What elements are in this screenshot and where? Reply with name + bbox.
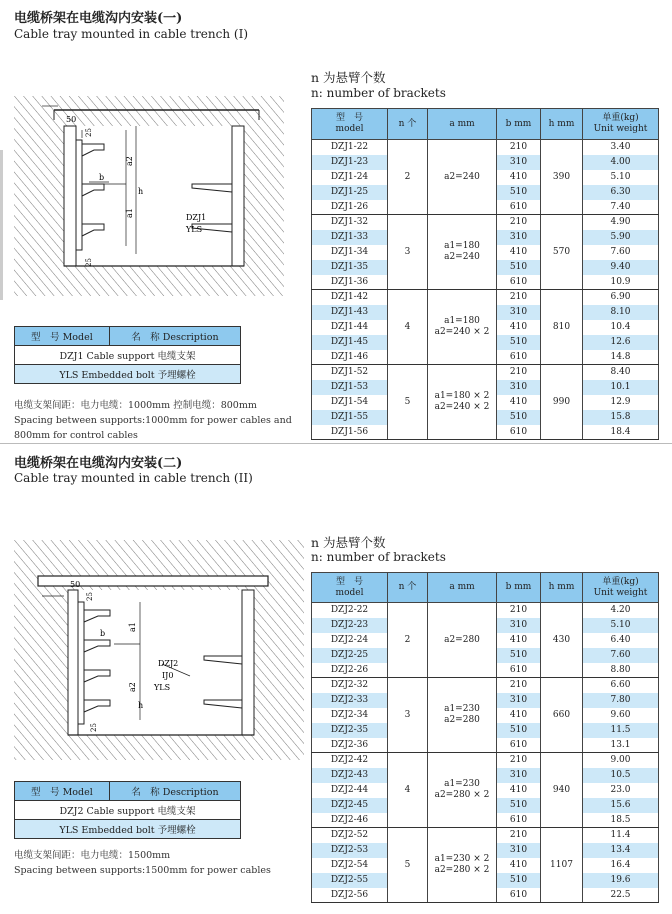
trench-drawing-1 xyxy=(14,96,284,296)
table-row xyxy=(312,140,659,155)
b-cell: 510 xyxy=(497,873,541,888)
b-cell: 610 xyxy=(497,738,541,753)
weight-cell: 7.40 xyxy=(583,200,659,215)
model-cell: DZJ2-23 xyxy=(312,618,388,633)
label-dzj: DZJ1 xyxy=(186,213,207,222)
model-cell: DZJ1-44 xyxy=(312,320,388,335)
legend-table xyxy=(14,781,241,839)
weight-cell: 23.0 xyxy=(583,783,659,798)
b-cell: 310 xyxy=(497,155,541,170)
b-cell: 610 xyxy=(497,813,541,828)
label-yls: YLS xyxy=(154,683,171,692)
spacing-line: Spacing between supports:1500mm for power cables xyxy=(14,865,271,876)
model-cell: DZJ1-24 xyxy=(312,170,388,185)
weight-cell: 6.60 xyxy=(583,678,659,693)
weight-cell: 16.4 xyxy=(583,858,659,873)
h-cell: 390 xyxy=(541,140,583,215)
weight-cell: 8.80 xyxy=(583,663,659,678)
legend-row: YLS Embedded bolt 予埋螺栓 xyxy=(15,820,241,839)
n-cell: 2 xyxy=(388,140,428,215)
col-n: n 个 xyxy=(388,573,428,603)
h-cell: 430 xyxy=(541,603,583,678)
legend-table xyxy=(14,326,241,384)
table-row xyxy=(312,365,659,380)
right-wall xyxy=(242,590,254,735)
section-title-en: Cable tray mounted in cable trench (II) xyxy=(14,471,253,485)
weight-cell: 8.10 xyxy=(583,305,659,320)
b-cell: 210 xyxy=(497,828,541,843)
model-cell: DZJ2-26 xyxy=(312,663,388,678)
n-cell: 5 xyxy=(388,828,428,903)
table-row xyxy=(312,290,659,305)
section-title-cn: 电缆桥架在电缆沟内安装(二) xyxy=(14,456,183,471)
h-cell: 810 xyxy=(541,290,583,365)
legend-row: DZJ1 Cable support 电缆支架 xyxy=(15,346,241,365)
section-1 xyxy=(0,0,672,444)
n-cell: 2 xyxy=(388,603,428,678)
weight-cell: 3.40 xyxy=(583,140,659,155)
table-row xyxy=(312,753,659,768)
weight-cell: 6.40 xyxy=(583,633,659,648)
col-model: 型 号 model xyxy=(312,573,388,603)
a-cell: a1=230 a2=280 xyxy=(428,678,497,753)
model-cell: DZJ1-52 xyxy=(312,365,388,380)
label-a1: a1 xyxy=(128,622,137,632)
b-cell: 510 xyxy=(497,723,541,738)
spacing-line: 电缆支架间距：电力电缆：1000mm 控制电缆：800mm xyxy=(14,400,257,411)
model-cell: DZJ1-45 xyxy=(312,335,388,350)
weight-cell: 5.90 xyxy=(583,230,659,245)
model-cell: DZJ1-53 xyxy=(312,380,388,395)
spacing-line: 800mm for control cables xyxy=(14,430,138,441)
model-cell: DZJ2-35 xyxy=(312,723,388,738)
weight-cell: 12.6 xyxy=(583,335,659,350)
b-cell: 510 xyxy=(497,798,541,813)
weight-cell: 6.30 xyxy=(583,185,659,200)
label-a2: a2 xyxy=(128,682,137,692)
b-cell: 310 xyxy=(497,843,541,858)
b-cell: 610 xyxy=(497,425,541,440)
n-cell: 3 xyxy=(388,678,428,753)
model-cell: DZJ1-35 xyxy=(312,260,388,275)
h-cell: 1107 xyxy=(541,828,583,903)
b-cell: 210 xyxy=(497,753,541,768)
spec-table xyxy=(311,108,659,440)
b-cell: 610 xyxy=(497,275,541,290)
model-cell: DZJ2-42 xyxy=(312,753,388,768)
b-cell: 310 xyxy=(497,305,541,320)
note-en: n: number of brackets xyxy=(311,86,446,100)
model-cell: DZJ2-46 xyxy=(312,813,388,828)
col-h: h mm xyxy=(541,109,583,140)
b-cell: 510 xyxy=(497,410,541,425)
b-cell: 410 xyxy=(497,783,541,798)
b-cell: 410 xyxy=(497,245,541,260)
table-row xyxy=(312,603,659,618)
col-h: h mm xyxy=(541,573,583,603)
section-title-en: Cable tray mounted in cable trench (I) xyxy=(14,27,249,41)
weight-cell: 13.4 xyxy=(583,843,659,858)
model-cell: DZJ2-43 xyxy=(312,768,388,783)
dim-25-top: 25 xyxy=(86,592,94,601)
weight-cell: 7.80 xyxy=(583,693,659,708)
table-row xyxy=(312,828,659,843)
model-cell: DZJ2-24 xyxy=(312,633,388,648)
b-cell: 210 xyxy=(497,678,541,693)
weight-cell: 7.60 xyxy=(583,245,659,260)
col-n: n 个 xyxy=(388,109,428,140)
left-wall xyxy=(64,126,76,266)
a-cell: a1=230 a2=280 × 2 xyxy=(428,753,497,828)
section-2 xyxy=(0,445,672,914)
model-cell: DZJ2-22 xyxy=(312,603,388,618)
spacing-note xyxy=(14,398,292,443)
weight-cell: 18.5 xyxy=(583,813,659,828)
weight-cell: 8.40 xyxy=(583,365,659,380)
legend-row: YLS Embedded bolt 予埋螺栓 xyxy=(15,365,241,384)
table-row xyxy=(312,678,659,693)
model-cell: DZJ2-25 xyxy=(312,648,388,663)
b-cell: 510 xyxy=(497,335,541,350)
model-cell: DZJ2-36 xyxy=(312,738,388,753)
label-b: b xyxy=(99,173,105,182)
model-cell: DZJ2-53 xyxy=(312,843,388,858)
b-cell: 410 xyxy=(497,395,541,410)
model-cell: DZJ2-56 xyxy=(312,888,388,903)
model-cell: DZJ1-54 xyxy=(312,395,388,410)
dim-25-top: 25 xyxy=(85,128,93,137)
weight-cell: 14.8 xyxy=(583,350,659,365)
weight-cell: 15.8 xyxy=(583,410,659,425)
weight-cell: 11.4 xyxy=(583,828,659,843)
label-h: h xyxy=(138,701,144,710)
trench-drawing-2 xyxy=(14,540,304,760)
h-cell: 570 xyxy=(541,215,583,290)
b-cell: 510 xyxy=(497,648,541,663)
n-cell: 5 xyxy=(388,365,428,440)
label-h: h xyxy=(138,187,144,196)
h-cell: 660 xyxy=(541,678,583,753)
model-cell: DZJ2-45 xyxy=(312,798,388,813)
dim-50: 50 xyxy=(66,115,77,124)
b-cell: 210 xyxy=(497,215,541,230)
b-cell: 610 xyxy=(497,663,541,678)
note-en: n: number of brackets xyxy=(311,550,446,564)
b-cell: 410 xyxy=(497,170,541,185)
col-b: b mm xyxy=(497,573,541,603)
spacing-line: Spacing between supports:1000mm for power cables and xyxy=(14,415,292,426)
model-cell: DZJ2-33 xyxy=(312,693,388,708)
weight-cell: 6.90 xyxy=(583,290,659,305)
label-a2: a2 xyxy=(125,156,134,166)
weight-cell: 18.4 xyxy=(583,425,659,440)
model-cell: DZJ1-34 xyxy=(312,245,388,260)
label-a1: a1 xyxy=(125,208,134,218)
spec-table xyxy=(311,572,659,903)
n-cell: 4 xyxy=(388,290,428,365)
b-cell: 610 xyxy=(497,200,541,215)
left-wall xyxy=(68,590,78,735)
b-cell: 210 xyxy=(497,290,541,305)
a-cell: a1=180 a2=240 × 2 xyxy=(428,290,497,365)
weight-cell: 9.00 xyxy=(583,753,659,768)
b-cell: 410 xyxy=(497,320,541,335)
h-cell: 940 xyxy=(541,753,583,828)
a-cell: a2=240 xyxy=(428,140,497,215)
weight-cell: 5.10 xyxy=(583,618,659,633)
b-cell: 310 xyxy=(497,380,541,395)
model-cell: DZJ2-44 xyxy=(312,783,388,798)
weight-cell: 10.5 xyxy=(583,768,659,783)
model-cell: DZJ1-22 xyxy=(312,140,388,155)
h-cell: 990 xyxy=(541,365,583,440)
weight-cell: 5.10 xyxy=(583,170,659,185)
model-cell: DZJ2-34 xyxy=(312,708,388,723)
legend-header-model: 型 号 Model xyxy=(15,327,110,346)
weight-cell: 22.5 xyxy=(583,888,659,903)
weight-cell: 4.20 xyxy=(583,603,659,618)
weight-cell: 10.9 xyxy=(583,275,659,290)
model-cell: DZJ1-32 xyxy=(312,215,388,230)
weight-cell: 15.6 xyxy=(583,798,659,813)
legend-row: DZJ2 Cable support 电缆支架 xyxy=(15,801,241,820)
right-wall xyxy=(232,126,244,266)
dim-25-bottom: 25 xyxy=(90,723,98,732)
weight-cell: 7.60 xyxy=(583,648,659,663)
b-cell: 210 xyxy=(497,140,541,155)
weight-cell: 9.40 xyxy=(583,260,659,275)
dim-25-bottom: 25 xyxy=(85,258,93,267)
dim-50: 50 xyxy=(70,580,81,589)
model-cell: DZJ2-55 xyxy=(312,873,388,888)
weight-cell: 11.5 xyxy=(583,723,659,738)
model-cell: DZJ1-46 xyxy=(312,350,388,365)
legend-header-desc: 名 称 Description xyxy=(109,782,240,801)
b-cell: 610 xyxy=(497,888,541,903)
b-cell: 610 xyxy=(497,350,541,365)
weight-cell: 4.90 xyxy=(583,215,659,230)
col-weight: 单重(kg) Unit weight xyxy=(583,573,659,603)
model-cell: DZJ1-55 xyxy=(312,410,388,425)
weight-cell: 9.60 xyxy=(583,708,659,723)
weight-cell: 19.6 xyxy=(583,873,659,888)
model-cell: DZJ2-52 xyxy=(312,828,388,843)
b-cell: 310 xyxy=(497,618,541,633)
model-cell: DZJ1-43 xyxy=(312,305,388,320)
a-cell: a1=180 × 2 a2=240 × 2 xyxy=(428,365,497,440)
model-cell: DZJ1-36 xyxy=(312,275,388,290)
b-cell: 410 xyxy=(497,633,541,648)
a-cell: a1=230 × 2 a2=280 × 2 xyxy=(428,828,497,903)
legend-header-model: 型 号 Model xyxy=(15,782,110,801)
n-cell: 4 xyxy=(388,753,428,828)
col-a: a mm xyxy=(428,109,497,140)
weight-cell: 10.4 xyxy=(583,320,659,335)
note-cn: n 为悬臂个数 xyxy=(311,70,386,85)
section-divider xyxy=(0,443,672,444)
b-cell: 410 xyxy=(497,858,541,873)
model-cell: DZJ1-42 xyxy=(312,290,388,305)
b-cell: 210 xyxy=(497,603,541,618)
b-cell: 510 xyxy=(497,260,541,275)
label-ij: IJ0 xyxy=(162,671,174,680)
model-cell: DZJ1-26 xyxy=(312,200,388,215)
section-title-cn: 电缆桥架在电缆沟内安装(一) xyxy=(14,11,183,26)
b-cell: 310 xyxy=(497,230,541,245)
model-cell: DZJ1-23 xyxy=(312,155,388,170)
weight-cell: 13.1 xyxy=(583,738,659,753)
b-cell: 310 xyxy=(497,768,541,783)
spacing-note xyxy=(14,848,271,878)
table-row xyxy=(312,215,659,230)
n-cell: 3 xyxy=(388,215,428,290)
label-dzj: DZJ2 xyxy=(158,659,179,668)
a-cell: a1=180 a2=240 xyxy=(428,215,497,290)
model-cell: DZJ2-54 xyxy=(312,858,388,873)
b-cell: 210 xyxy=(497,365,541,380)
weight-cell: 10.1 xyxy=(583,380,659,395)
col-weight: 单重(kg) Unit weight xyxy=(583,109,659,140)
label-b: b xyxy=(100,629,106,638)
model-cell: DZJ1-56 xyxy=(312,425,388,440)
a-cell: a2=280 xyxy=(428,603,497,678)
col-model: 型 号 model xyxy=(312,109,388,140)
label-yls: YLS xyxy=(186,225,203,234)
note-cn: n 为悬臂个数 xyxy=(311,535,386,550)
legend-header-desc: 名 称 Description xyxy=(109,327,240,346)
weight-cell: 12.9 xyxy=(583,395,659,410)
weight-cell: 4.00 xyxy=(583,155,659,170)
spacing-line: 电缆支架间距：电力电缆：1500mm xyxy=(14,850,171,861)
model-cell: DZJ1-33 xyxy=(312,230,388,245)
b-cell: 310 xyxy=(497,693,541,708)
col-a: a mm xyxy=(428,573,497,603)
col-b: b mm xyxy=(497,109,541,140)
model-cell: DZJ1-25 xyxy=(312,185,388,200)
model-cell: DZJ2-32 xyxy=(312,678,388,693)
b-cell: 410 xyxy=(497,708,541,723)
b-cell: 510 xyxy=(497,185,541,200)
